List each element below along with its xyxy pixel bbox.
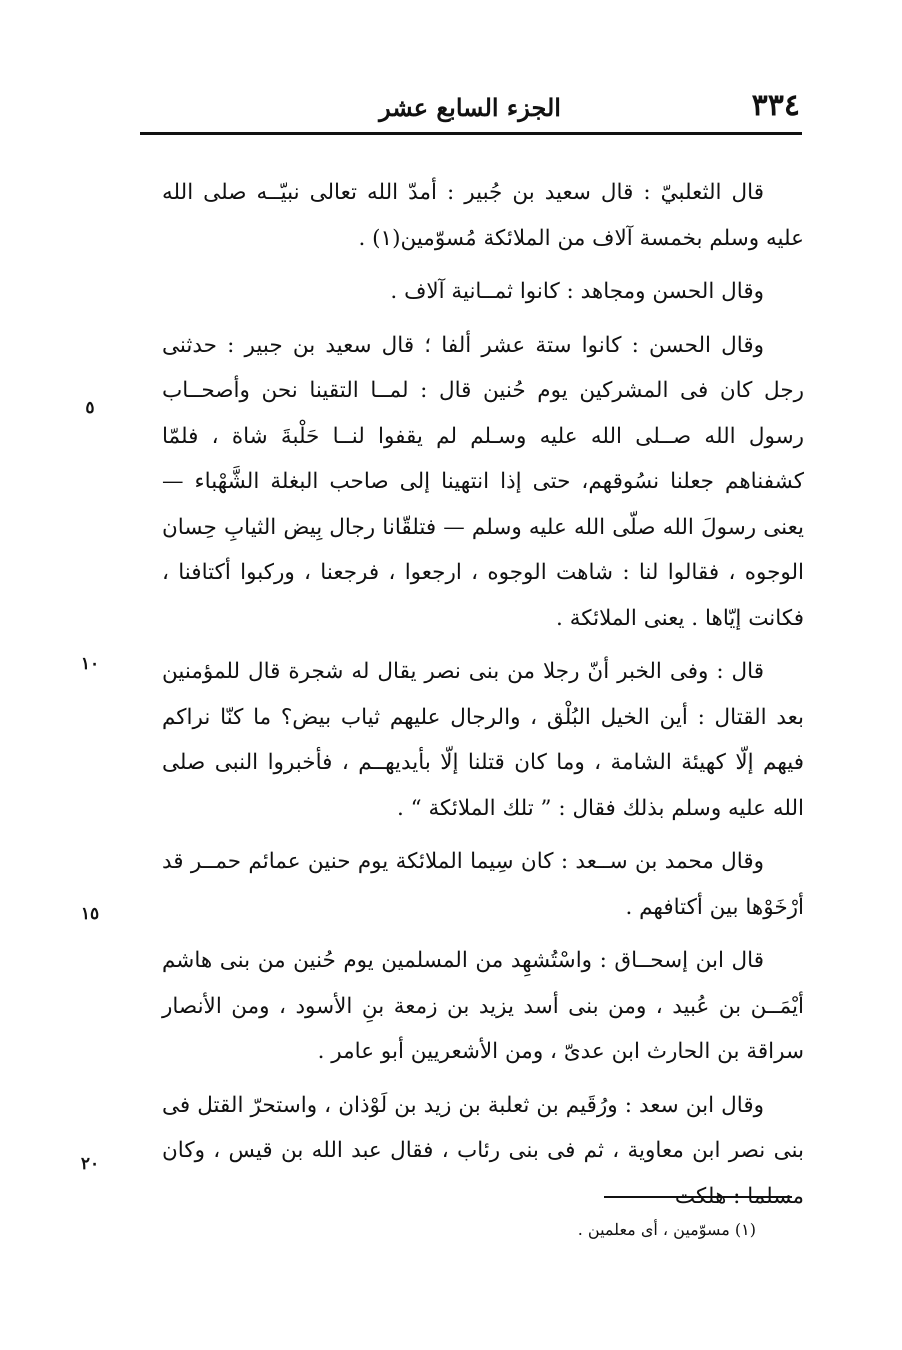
line-number: ١٠ — [80, 654, 100, 674]
paragraph: قال : وفى الخبر أنّ رجلا من بنى نصر يقال له شجرة قال للمؤمنين بعد القتال : أين الخيل البُلْق ، والرجال عليهم ثياب بيض؟ ما كنّا نراكم فيهم إلّا كهيئة الشامة ، وما كان قتلنا إلّا بأيديهــم ، فأخبروا النبى صلى الله عليه وسلم بذلك فقال : ” تلك الملائكة “ . — [162, 659, 804, 821]
line-number: ١٥ — [80, 904, 100, 924]
header-title: الجزء السابع عشر — [379, 93, 561, 122]
line-number: ٥ — [85, 398, 95, 418]
paragraph: وقال الحسن : كانوا ستة عشر ألفا ؛ قال سعيد بن جبير : حدثنى رجل كان فى المشركين يوم حُنين قال : لمــا التقينا نحن وأصحــاب رسول الله صــلى الله عليه وسـلم لم يقفوا لنــا حَلْبةَ شاة ، فلمّا كشفناهم جعلنا نسُوقهم، حتى إذا انتهينا إلى صاحب البغلة الشَّهْباء — يعنى رسولَ الله صلّى الله عليه وسلم — فتلقّانا رجال بِيض الثيابِ حِسان الوجوه ، فقالوا لنا : شاهت الوجوه ، ارجعوا ، فرجعنا ، وركبوا أكتافنا ، فكانت إيّاها . يعنى الملائكة . — [162, 332, 804, 631]
paragraph: قال ابن إسحــاق : واسْتُشهِد من المسلمين يوم حُنين من بنى هاشم أيْمَــن بن عُبيد ، ومن بنى أسد يزيد بن زمعة بنِ الأسود ، ومن الأنصار سراقة بن الحارث ابن عدىّ ، ومن الأشعريين أبو عامر . — [162, 948, 804, 1064]
footnote-rule — [604, 1196, 792, 1198]
body-text — [162, 170, 804, 1219]
paragraph: قال الثعلبيّ : قال سعيد بن جُبير : أمدّ الله تعالى نبيّــه صلى الله عليه وسلم بخمسة آلاف من الملائكة مُسوّمين(١) . — [162, 180, 804, 251]
page-number: ٣٣٤ — [751, 88, 800, 123]
header-rule — [140, 132, 802, 135]
paragraph: وقال ابن سعد : ورُقَيم بن ثعلبة بن زيد بن لَوْذان ، واستحرّ القتل فى بنى نصر ابن معاوية ، ثم فى بنى رئاب ، فقال عبد الله بن قيس ، وكان مسلما : هلكت — [162, 1092, 804, 1209]
paragraph: وقال محمد بن ســعد : كان سِيما الملائكة يوم حنين عمائم حمــر قد أرْخَوْها بين أكتافهم . — [162, 849, 804, 920]
line-number: ٢٠ — [80, 1154, 100, 1174]
running-head — [140, 86, 800, 126]
paragraph: وقال الحسن ومجاهد : كانوا ثمــانية آلاف . — [390, 279, 764, 304]
footnote: (١) مسوّمين ، أى معلمين . — [577, 1220, 756, 1239]
